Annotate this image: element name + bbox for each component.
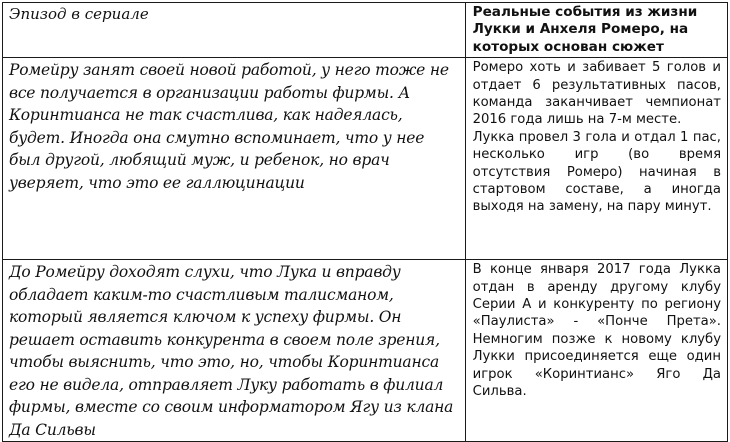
comparison-table (2, 2, 728, 442)
table-row (3, 260, 728, 442)
real-events-paragraph: Лукка провел 3 гола и отдал 1 пас, несколько игр (во время отсутствия Ромеро) начиная в стартовом составе, а иногда выходя на замену, на пару минут. (472, 129, 721, 215)
real-events-cell (465, 58, 727, 260)
table-header-row (3, 3, 728, 58)
header-cell-episode (3, 3, 466, 58)
episode-text: Ромейру занят своей новой работой, у него тоже не все получается в организации работы фирмы. А Коринтианса не так счастлива, как надеялась, будет. Иногда она смутно вспоминает, что у нее был другой, любящий муж, и ребенок, но врач уверяет, что это ее галлюцинации (9, 61, 449, 192)
header-cell-real-events (465, 3, 727, 58)
episode-cell (3, 260, 466, 442)
table-row (3, 58, 728, 260)
episode-text: До Ромейру доходят слухи, что Лука и вправду обладает каким-то счастливым талисманом, который является ключом к успеху фирмы. Он решает оставить конкурента в своем поле зрения, чтобы выяснить, что это, но, чтобы Коринтианса его не видела, отправляет Луку работать в филиал фирмы, вместе со своим информатором Ягу из клана Да Сильвы (9, 263, 454, 439)
real-events-cell (465, 260, 727, 442)
real-events-paragraph: Ромеро хоть и забивает 5 голов и отдает 6 результативных пасов, команда заканчивает чемпионат 2016 года лишь на 7-м месте. (472, 60, 721, 128)
header-episode-label: Эпизод в сериале (9, 5, 149, 23)
episode-cell (3, 58, 466, 260)
real-events-paragraph: В конце января 2017 года Лукка отдан в аренду другому клубу Серии А и конкуренту по региону «Паулиста» - «Понче Прета». Немногим позже к новому клубу Лукки присоединяется еще один игрок «Коринтианс» Яго Да Сильва. (472, 262, 721, 400)
header-real-events-label: Реальные события из жизни Лукки и Анхеля Ромеро, на которых основан сюжет (472, 4, 698, 55)
